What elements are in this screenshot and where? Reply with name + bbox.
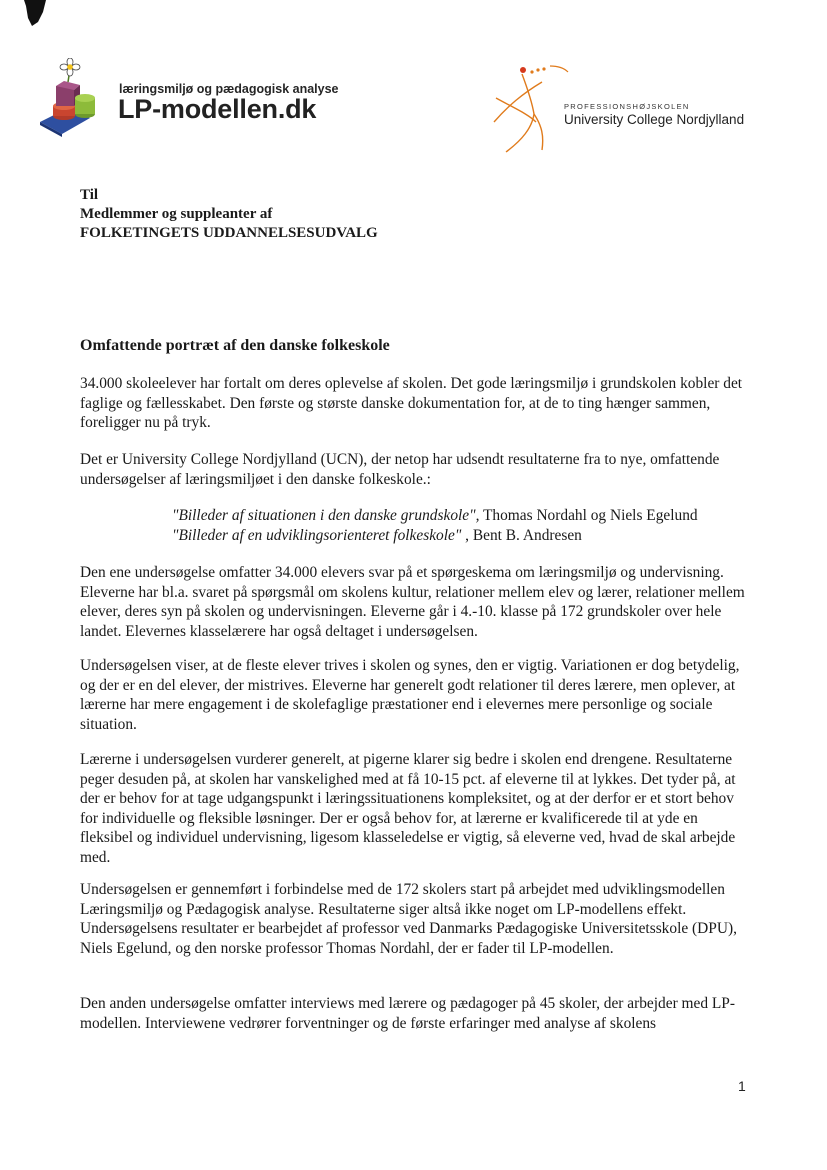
ucn-logo-icon <box>492 60 570 155</box>
scan-artifact-mark <box>22 0 48 26</box>
reference-authors: Thomas Nordahl og Niels Egelund <box>479 507 698 524</box>
lp-logo-title: LP-modellen.dk <box>118 94 317 124</box>
body-paragraph: Undersøgelsen viser, at de fleste elever trives i skolen og synes, den er vigtig. Variationen er dog betydelig, og der er en del elever, der mistrives. Eleverne har generelt godt relationer til deres lærere, men oplever, at lærerne har mere engagement i de skolefaglige præstationer end i elevernes mere personlige og sociale situation. <box>80 657 740 733</box>
body-paragraph: Undersøgelsen er gennemført i forbindelse med de 172 skolers start på arbejdet med udviklingsmodellen Læringsmiljø og Pædagogisk analyse. Resultaterne siger altså ikke noget om LP-modellens effekt. Undersøgelsens resultater er bearbejdet af professor ved Danmarks Pædagogiske Universitetsskole (DPU), Niels Egelund, og den norske professor Thomas Nordahl, der er fader til LP-modellen. <box>80 881 737 957</box>
reference-item <box>172 506 698 526</box>
ucn-logo-name: University College Nordjylland <box>564 112 745 127</box>
lp-logo-subtitle: læringsmiljø og pædagogisk analyse <box>119 82 339 96</box>
body-paragraph: Den anden undersøgelse omfatter interviews med lærere og pædagoger på 45 skoler, der arbejder med LP-modellen. Interviewene vedrører forventninger og de første erfaringer med analyse af skolens <box>80 995 735 1032</box>
ucn-logo-smallcaps: PROFESSIONSHØJSKOLEN <box>564 102 690 111</box>
reference-title: "Billeder af situationen i den danske grundskole", <box>172 507 480 524</box>
addressee-line: Medlemmer og suppleanter af <box>80 206 273 222</box>
addressee-line: FOLKETINGETS UDDANNELSESUDVALG <box>80 225 378 241</box>
reference-item <box>172 526 698 546</box>
body-paragraph: Lærerne i undersøgelsen vurderer generelt, at pigerne klarer sig bedre i skolen end drengene. Resultaterne peger desuden på, at skolen har vanskelighed med at få 10-15 pct. af eleverne til at lykkes. Det tyder på, at der er behov for at tage udgangspunkt i læringssituationens kompleksitet, og at der derfor er et stort behov for individuelle og fleksible løsninger. Der er også behov for, at lærerne er kvalificerede til at yde en fleksibel og individuel undervisning, ligesom klasseledelse er vigtig, så eleverne ved, hvad de skal arbejde med. <box>80 751 736 866</box>
lp-logo-icon <box>38 58 118 140</box>
lp-modellen-logo <box>38 58 358 140</box>
page-number: 1 <box>738 1078 746 1094</box>
document-title: Omfattende portræt af den danske folkeskole <box>80 337 390 354</box>
body-paragraph: Det er University College Nordjylland (UCN), der netop har udsendt resultaterne fra to nye, omfattende undersøgelser af læringsmiljøet i den danske folkeskole.: <box>80 451 720 488</box>
reference-title: "Billeder af en udviklingsorienteret folkeskole" <box>172 526 462 544</box>
body-paragraph: Den ene undersøgelse omfatter 34.000 elevers svar på et spørgeskema om læringsmiljø og undervisning. Eleverne har bl.a. svaret på spørgsmål om skolens kultur, relationer mellem elev og lærer, relationer mellem elever, deres syn på skolen og undervisningen. Eleverne går i 4.-10. klasse på 172 grundskoler over hele landet. Elevernes klasselærere har også deltaget i undersøgelsen. <box>80 564 745 640</box>
reference-list <box>172 506 698 545</box>
ucn-logo <box>492 60 792 155</box>
reference-authors: , Bent B. Andresen <box>461 526 582 544</box>
body-paragraph: 34.000 skoleelever har fortalt om deres oplevelse af skolen. Det gode læringsmiljø i grundskolen kobler det faglige og fællesskabet. Den første og største danske dokumentation for, at de to ting hænger sammen, foreligger nu på tryk. <box>80 375 743 431</box>
addressee-line: Til <box>80 187 99 203</box>
addressee-block <box>80 186 378 243</box>
